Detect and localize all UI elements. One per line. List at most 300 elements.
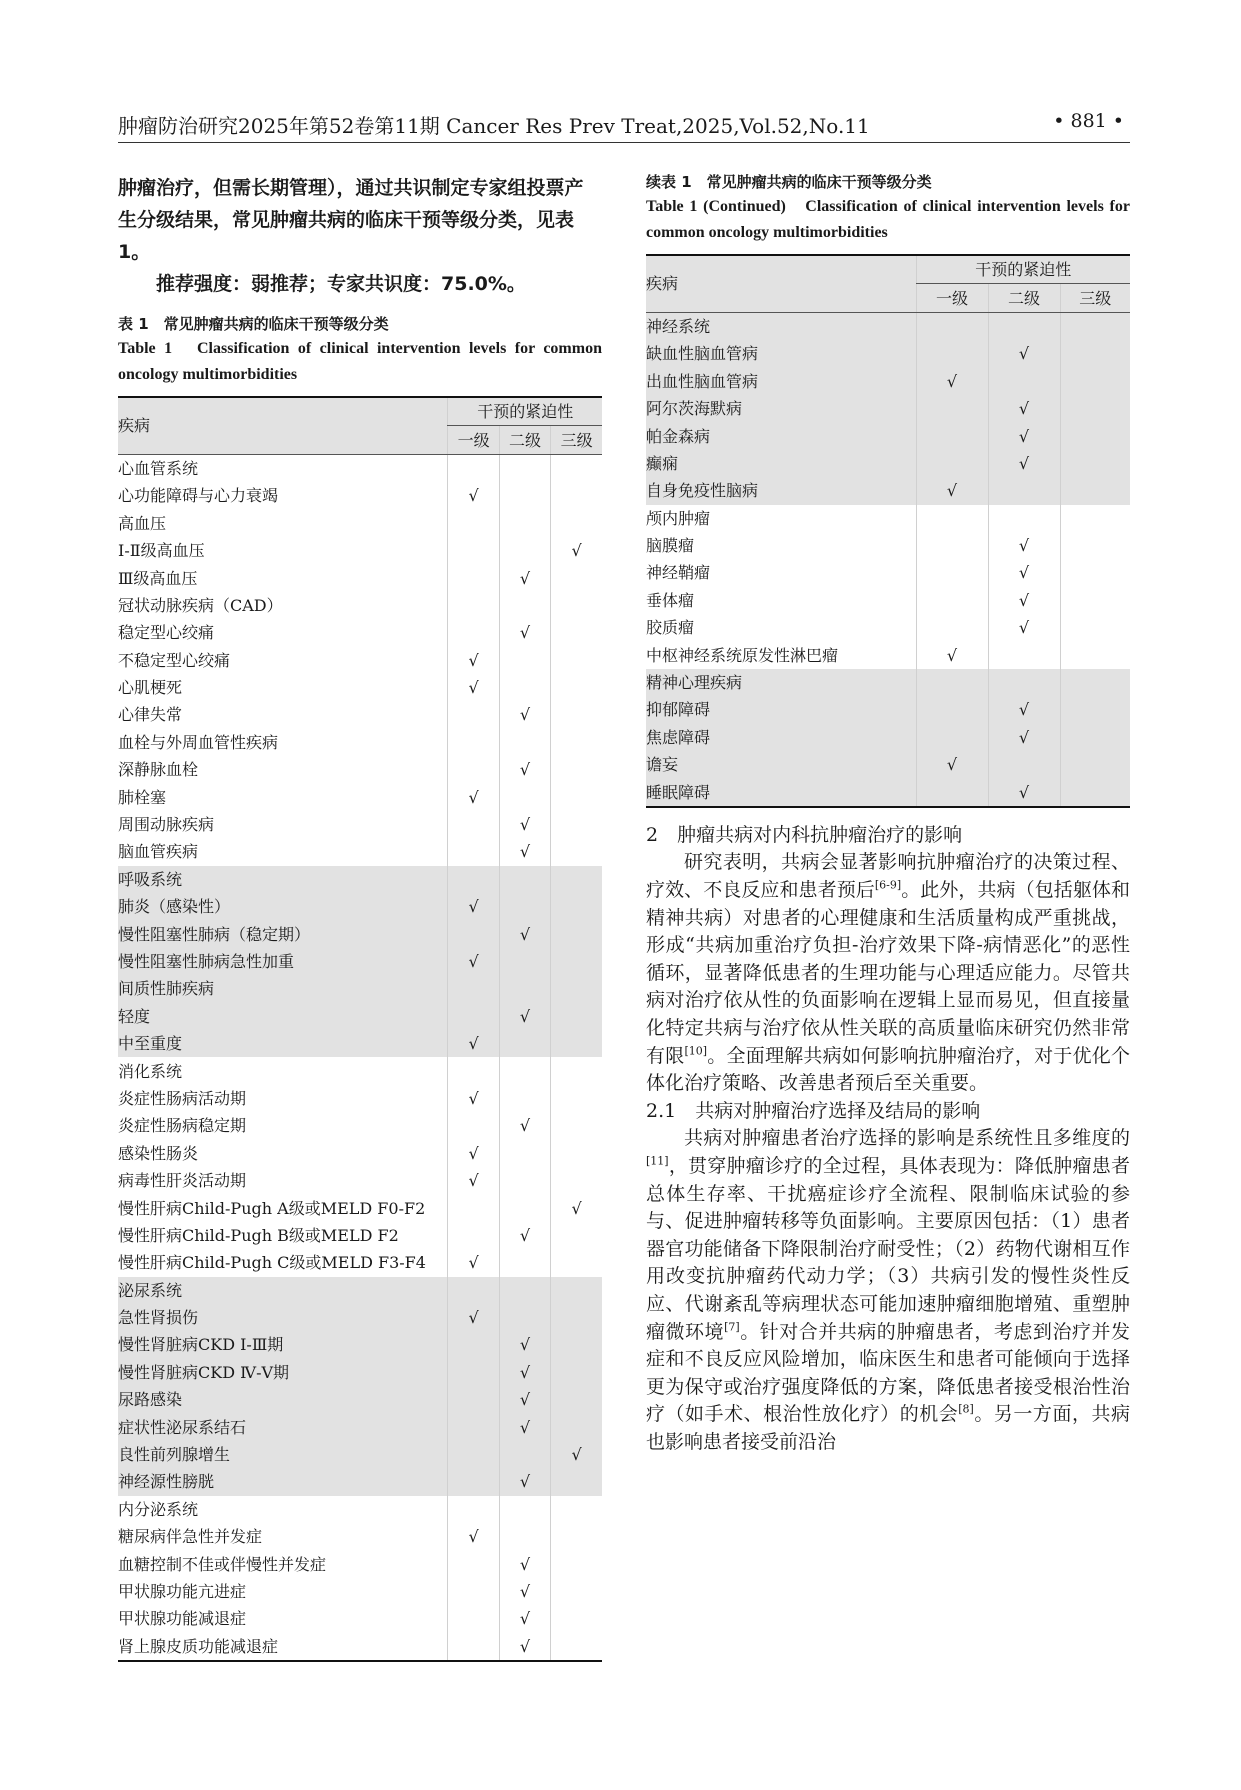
level3-cell [551,975,602,1002]
level3-cell [551,537,602,564]
level3-cell [551,1249,602,1276]
check-mark: √ [468,1088,479,1108]
level3-cell [551,1277,602,1304]
check-mark: √ [519,815,531,835]
level1-cell [448,1523,499,1550]
running-header [118,106,1130,143]
disease-name: 泌尿系统 [118,1277,448,1304]
level3-cell [1060,477,1130,504]
table-row [118,1578,602,1605]
level1-cell [448,1550,499,1577]
level2-cell [988,641,1060,668]
level3-cell [1060,724,1130,751]
level1-cell [916,505,988,532]
disease-name: 帕金森病 [646,422,916,449]
table-row [118,1167,602,1194]
level1-cell [448,1194,499,1221]
check-mark: √ [519,1362,531,1382]
left-column [118,172,602,1662]
section-2-paragraph-1 [646,849,1130,1097]
level2-cell [499,564,550,591]
check-mark: √ [571,541,582,561]
level3-cell [1060,696,1130,723]
level3-cell [551,811,602,838]
table1-body [118,454,602,1661]
level3-cell [551,1468,602,1495]
level3-cell [1060,778,1130,806]
check-mark: √ [519,1636,531,1656]
intro-paragraph [118,172,602,300]
level1-cell [448,1304,499,1331]
level1-cell [448,592,499,619]
text-run: 。全面理解共病如何影响抗肿瘤治疗，对于优化个体化治疗策略、改善患者预后至关重要。 [646,1044,1130,1095]
disease-name: 血糖控制不佳或伴慢性并发症 [118,1554,327,1574]
disease-name: 抑郁障碍 [646,696,916,723]
table-row [118,647,602,674]
level3-cell [551,893,602,920]
level1-cell [916,477,988,504]
disease-name: 神经系统 [646,312,916,340]
table-row [646,340,1130,367]
check-mark: √ [1018,399,1030,419]
classification-text: 肿瘤治疗，但需长期管理），通过共识制定专家组投票产生分级结果，常见肿瘤共病的临床干预等级分类，见表1。 [118,177,584,263]
level3-cell [551,1496,602,1523]
header-urgency: 干预的紧迫性 [916,255,1130,284]
level1-cell [448,783,499,810]
check-mark: √ [519,568,531,588]
check-mark: √ [519,1581,531,1601]
table-row [118,920,602,947]
check-mark: √ [1018,563,1030,583]
check-mark: √ [519,1335,531,1355]
level1-cell [448,1331,499,1358]
level2-cell [499,811,550,838]
disease-name: 慢性肝病Child-Pugh A级或MELD F0-F2 [118,1198,426,1218]
table-row [118,1112,602,1139]
level3-cell [551,1523,602,1550]
disease-name: 缺血性脑血管病 [646,340,916,367]
level1-cell [916,669,988,696]
level2-cell [499,510,550,537]
table-row [118,1277,602,1304]
level2-cell [499,893,550,920]
level1-cell [916,696,988,723]
level3-cell [551,1085,602,1112]
level2-cell [499,1167,550,1194]
disease-name: 慢性肝病Child-Pugh C级或MELD F3-F4 [118,1253,426,1273]
header-disease: 疾病 [118,397,448,454]
level2-cell [499,1331,550,1358]
level3-cell [551,1359,602,1386]
level3-cell [1060,641,1130,668]
level3-cell [551,701,602,728]
level1-cell [448,537,499,564]
level2-cell [499,1386,550,1413]
level2-cell [499,1633,550,1661]
check-mark: √ [519,705,531,725]
check-mark: √ [519,1225,531,1245]
level3-cell [551,783,602,810]
level2-cell [499,1413,550,1440]
check-mark: √ [468,897,479,917]
table1-cont-header-row [646,255,1130,284]
disease-name: 心肌梗死 [118,678,183,698]
table-row [118,1359,602,1386]
level1-cell [448,729,499,756]
level1-cell [448,647,499,674]
table-row [118,1331,602,1358]
table1-cont-body [646,312,1130,807]
level1-cell [916,312,988,340]
level1-cell [448,1277,499,1304]
level2-cell [499,1112,550,1139]
check-mark: √ [1018,590,1030,610]
check-mark: √ [946,481,958,501]
table-row [118,701,602,728]
section-2-1-text [646,1125,1130,1456]
disease-name: 心血管系统 [118,458,199,478]
disease-name: 甲状腺功能减退症 [118,1609,247,1629]
header-disease: 疾病 [646,255,916,312]
level1-cell [916,340,988,367]
level1-cell [448,1468,499,1495]
level3-cell [1060,422,1130,449]
table-row [118,510,602,537]
table-row [118,592,602,619]
disease-name: 脑膜瘤 [646,536,695,556]
check-mark: √ [468,1253,479,1273]
level2-cell [499,1030,550,1057]
disease-name: 胶质瘤 [646,618,695,638]
level2-cell [499,975,550,1002]
citation: [10] [684,1044,708,1058]
table1-cont-caption-en: Table 1 (Continued) Classification of clinical intervention levels for common oncology multimorbidities [646,198,1130,241]
disease-name: Ⅰ-Ⅱ级高血压 [118,541,205,561]
table-row [118,619,602,646]
disease-name: 脑血管疾病 [118,842,199,862]
table-row [646,395,1130,422]
level3-cell [551,1140,602,1167]
level3-cell [551,838,602,865]
table-row [118,811,602,838]
citation: [6-9] [874,878,902,892]
level3-cell [551,756,602,783]
level1-cell [448,1359,499,1386]
level2-cell [499,647,550,674]
disease-name: 良性前列腺增生 [118,1441,448,1468]
level2-cell [499,1605,550,1632]
disease-name: 肺炎（感染性） [118,893,448,920]
level3-cell [551,729,602,756]
level3-cell [551,510,602,537]
disease-name: 间质性肺疾病 [118,975,448,1002]
text-run: 。针对合并共病的肿瘤患者，考虑到治疗并发症和不良反应风险增加，临床医生和患者可能倾向于选择更为保守或治疗强度降低的方案，降低患者接受根治性治疗（如手术、根治性放化疗）的机会 [646,1320,1130,1426]
check-mark: √ [519,760,531,780]
header-level2: 二级 [499,426,550,454]
table-row [646,696,1130,723]
level3-cell [1060,312,1130,340]
level3-cell [1060,532,1130,559]
level1-cell [448,1140,499,1167]
check-mark: √ [468,1034,479,1054]
level2-cell [988,312,1060,340]
disease-name: 癫痫 [646,450,916,477]
level1-cell [448,701,499,728]
level3-cell [551,948,602,975]
level2-cell [499,1496,550,1523]
table-row [118,1003,602,1030]
table-row [646,532,1130,559]
disease-name: 阿尔茨海默病 [646,395,916,422]
level3-cell [551,1167,602,1194]
level3-cell [1060,587,1130,614]
level2-cell [988,669,1060,696]
check-mark: √ [468,952,479,971]
disease-name: 焦虑障碍 [646,724,916,751]
level3-cell [551,1578,602,1605]
table-row [118,1304,602,1331]
journal-title: 肿瘤防治研究2025年第52卷第11期 Cancer Res Prev Treat,2025,Vol.52,No.11 [118,114,870,138]
level2-cell [499,948,550,975]
level1-cell [448,1112,499,1139]
check-mark: √ [571,1445,582,1465]
check-mark: √ [468,1308,479,1328]
level2-cell [499,537,550,564]
level1-cell [448,1085,499,1112]
disease-name: 稳定型心绞痛 [118,623,215,643]
check-mark: √ [1018,536,1030,556]
level2-cell [499,866,550,893]
table-row [646,751,1130,778]
disease-name: 垂体瘤 [646,590,695,610]
header-level1: 一级 [916,284,988,312]
level1-cell [448,920,499,947]
check-mark: √ [946,371,958,391]
table1-cont-caption-cn: 续表 1 常见肿瘤共病的临床干预等级分类 [646,173,932,191]
level3-cell [551,1441,602,1468]
level1-cell [448,454,499,482]
level3-cell [551,1057,602,1084]
check-mark: √ [468,678,479,698]
right-column [646,170,1130,1456]
section-2-1-heading: 2.1 共病对肿瘤治疗选择及结局的影响 [646,1099,981,1122]
check-mark: √ [946,755,958,775]
header-level1: 一级 [448,426,499,454]
level1-cell [448,510,499,537]
check-mark: √ [1018,344,1030,364]
disease-name: 出血性脑血管病 [646,368,916,395]
disease-name: 自身免疫性脑病 [646,477,916,504]
check-mark: √ [519,842,531,862]
check-mark: √ [1018,700,1030,720]
level2-cell [499,1304,550,1331]
disease-name: 冠状动脉疾病（CAD） [118,595,283,615]
disease-name: 深静脉血栓 [118,760,199,780]
disease-name: 呼吸系统 [118,866,448,893]
text-run: 共病对肿瘤患者治疗选择的影响是系统性且多维度的 [684,1127,1130,1150]
disease-name: 轻度 [118,1003,448,1030]
disease-name: 高血压 [118,513,167,533]
level2-cell [988,614,1060,641]
level2-cell [499,674,550,701]
disease-name: 内分泌系统 [118,1499,199,1519]
level1-cell [916,368,988,395]
level1-cell [448,1057,499,1084]
level2-cell [499,592,550,619]
level1-cell [448,1496,499,1523]
level1-cell [448,674,499,701]
section-2-heading: 2 肿瘤共病对内科抗肿瘤治疗的影响 [646,823,963,846]
level3-cell [551,592,602,619]
level1-cell [448,756,499,783]
header-level3: 三级 [551,426,602,454]
level3-cell [551,647,602,674]
check-mark: √ [468,486,479,506]
level1-cell [916,614,988,641]
level3-cell [551,1304,602,1331]
level1-cell [916,641,988,668]
table-row [118,893,602,920]
disease-name: 炎症性肠病稳定期 [118,1116,247,1136]
disease-name: 谵妄 [646,751,916,778]
disease-name: 症状性泌尿系结石 [118,1413,448,1440]
level2-cell [988,450,1060,477]
table-row [118,756,602,783]
check-mark: √ [519,1472,531,1492]
page-number: • 881 • [1053,110,1124,132]
table-row [646,724,1130,751]
level1-cell [448,1605,499,1632]
disease-name: Ⅲ级高血压 [118,568,198,588]
check-mark: √ [1018,453,1030,473]
level3-cell [551,1030,602,1057]
check-mark: √ [1018,426,1030,446]
level2-cell [988,340,1060,367]
table1-continued [646,254,1130,808]
level2-cell [499,1578,550,1605]
level3-cell [551,1633,602,1661]
level2-cell [499,920,550,947]
level2-cell [499,701,550,728]
level2-cell [499,1277,550,1304]
level2-cell [499,1441,550,1468]
disease-name: 不稳定型心绞痛 [118,650,231,670]
table-row [118,482,602,509]
table-row [118,1468,602,1495]
table-row [646,312,1130,340]
level1-cell [448,1167,499,1194]
level3-cell [551,1194,602,1221]
disease-name: 慢性肾脏病CKD Ⅰ-Ⅲ期 [118,1331,448,1358]
disease-name: 消化系统 [118,1061,183,1081]
section-2-text [646,849,1130,1097]
level1-cell [448,975,499,1002]
level1-cell [448,1386,499,1413]
disease-name: 尿路感染 [118,1386,448,1413]
disease-name: 周围动脉疾病 [118,815,215,835]
header-level2: 二级 [988,284,1060,312]
level3-cell [551,482,602,509]
section-2-1-paragraph [646,1125,1130,1456]
level1-cell [916,559,988,586]
disease-name: 急性肾损伤 [118,1304,448,1331]
table-row [118,1386,602,1413]
level3-cell [551,1003,602,1030]
disease-name: 病毒性肝炎活动期 [118,1171,247,1191]
check-mark: √ [468,1143,479,1163]
table-row [118,1441,602,1468]
check-mark: √ [519,924,531,944]
table-row [646,477,1130,504]
level2-cell [499,1057,550,1084]
text-run: 研究表明，共病会显著影响抗肿瘤治疗的决策过程、疗效、不良反应和患者预后 [646,851,1130,901]
table-row [118,1523,602,1550]
table1 [118,396,602,1662]
disease-name: 神经鞘瘤 [646,563,711,583]
level2-cell [499,1003,550,1030]
disease-name: 血栓与外周血管性疾病 [118,732,279,752]
level1-cell [916,778,988,806]
table-row [118,1249,602,1276]
table-row [646,778,1130,806]
level1-cell [916,724,988,751]
level2-cell [988,751,1060,778]
citation: [7] [724,1320,740,1334]
table-row [646,505,1130,532]
disease-name: 睡眠障碍 [646,778,916,806]
table-row [118,1633,602,1661]
table-row [118,1057,602,1084]
level3-cell [1060,450,1130,477]
table-row [646,641,1130,668]
level2-cell [499,482,550,509]
level3-cell [551,454,602,482]
disease-name: 慢性肾脏病CKD Ⅳ-Ⅴ期 [118,1359,448,1386]
disease-name: 中至重度 [118,1030,448,1057]
check-mark: √ [519,1609,531,1629]
level2-cell [499,1085,550,1112]
level1-cell [448,1413,499,1440]
level2-cell [499,1468,550,1495]
table-row [118,866,602,893]
level1-cell [916,395,988,422]
disease-name: 慢性肝病Child-Pugh B级或MELD F2 [118,1225,399,1245]
check-mark: √ [468,787,479,807]
level3-cell [551,1550,602,1577]
level3-cell [551,1222,602,1249]
level2-cell [499,619,550,646]
level1-cell [448,619,499,646]
level3-cell [551,920,602,947]
disease-name: 感染性肠炎 [118,1143,199,1163]
table-row [118,1085,602,1112]
table-row [118,454,602,482]
level3-cell [1060,614,1130,641]
level2-cell [499,729,550,756]
level2-cell [499,838,550,865]
table-row [118,674,602,701]
disease-name: 心律失常 [118,705,183,725]
level3-cell [551,564,602,591]
citation: [11] [646,1154,669,1168]
level3-cell [551,1605,602,1632]
disease-name: 颅内肿瘤 [646,508,711,528]
level2-cell [988,532,1060,559]
level1-cell [916,422,988,449]
level3-cell [1060,368,1130,395]
level2-cell [499,783,550,810]
level3-cell [551,674,602,701]
